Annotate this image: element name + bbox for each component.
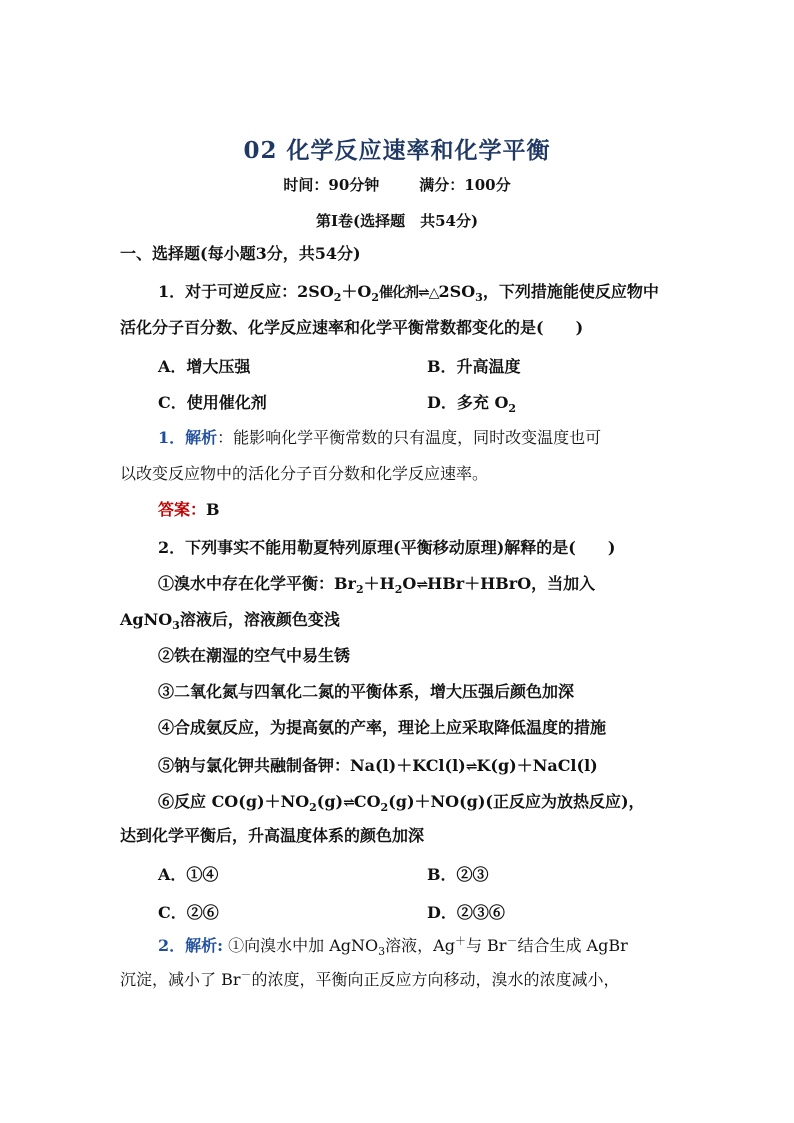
- q1-stem-line2: 活化分子百分数、化学反应速率和化学平衡常数都变化的是( ): [120, 318, 584, 337]
- q2-analysis-line1: 2．解析: ①向溴水中加 AgNO$_3$溶液，Ag＋与 Br－结合生成 AgBr: [158, 934, 628, 959]
- q1-option-b: B．升高温度: [427, 357, 521, 376]
- page-title: 02 化学反应速率和化学平衡: [243, 137, 551, 164]
- q2-item-4: ④合成氨反应，为提高氨的产率，理论上应采取降低温度的措施: [158, 718, 607, 737]
- q2-analysis-label: 2．解析:: [158, 936, 224, 955]
- full-score: 满分：100分: [419, 176, 511, 194]
- reversible-arrow-icon: ⇌: [343, 795, 354, 811]
- q2-option-d: D．②③⑥: [427, 903, 505, 922]
- q1-option-d: D．多充 $O_2$: [427, 393, 517, 416]
- answer-value: B: [206, 500, 220, 519]
- time-limit: 时间：90分钟: [283, 176, 380, 194]
- q2-item-2: ②铁在潮湿的空气中易生锈: [158, 646, 351, 665]
- q1-stem-line1: 1．对于可逆反应：$2SO_2+O_2$催化剂$\rightleftharpoons\triangle 2SO_3$，下列措施能使反应物中: [158, 282, 659, 305]
- q1-option-a: A．增大压强: [158, 357, 251, 376]
- q1-analysis-line1: 1．解析：能影响化学平衡常数的只有温度，同时改变温度也可: [158, 428, 602, 447]
- q2-item-3: ③二氧化氮与四氧化二氮的平衡体系，增大压强后颜色加深: [158, 682, 575, 701]
- q2-option-a: A．①④: [158, 865, 219, 884]
- answer-label: 答案：: [158, 500, 207, 519]
- q2-stem: 2．下列事实不能用勒夏特列原理(平衡移动原理)解释的是( ): [158, 538, 616, 557]
- q1-answer: [158, 500, 680, 520]
- q2-item-1-line2: AgNO$_3$溶液后，溶液颜色变浅: [120, 610, 340, 633]
- q2-item-5: ⑤钠与氯化钾共融制备钾：Na(l)＋KCl(l)⇌K(g)＋NaCl(l): [158, 756, 598, 775]
- q2-item-6-line1: ⑥反应 $CO(g)+NO_2(g)\rightleftharpoons CO_2(g)+NO(g)$(正反应为放热反应)，: [158, 792, 645, 815]
- q2-option-b: B．②③: [427, 865, 489, 884]
- q2-analysis-line2: 沉淀，减小了 Br－的浓度，平衡向正反应方向移动，溴水的浓度减小，: [120, 968, 620, 989]
- q2-item-1-line1: ①溴水中存在化学平衡：$Br_2+H_2O\rightleftharpoons HBr+HBrO$，当加入: [158, 574, 596, 597]
- q1-analysis-label: 1．解析: [158, 428, 218, 447]
- q1-option-c: C．使用催化剂: [158, 393, 267, 412]
- exam-meta: [0, 174, 794, 195]
- q2-item-6-line2: 达到化学平衡后，升高温度体系的颜色加深: [120, 826, 425, 845]
- reversible-arrow-icon: 催化剂⇌△: [379, 285, 439, 301]
- reversible-arrow-icon: ⇌: [416, 577, 428, 593]
- section-heading: 第Ⅰ卷(选择题 共54分): [315, 212, 479, 230]
- part-heading: 一、选择题(每小题3分，共54分): [120, 244, 361, 263]
- q1-analysis-line2: 以改变反应物中的活化分子百分数和化学反应速率。: [120, 464, 489, 483]
- reversible-arrow-icon: ⇌: [465, 759, 477, 775]
- q2-option-c: C．②⑥: [158, 903, 219, 922]
